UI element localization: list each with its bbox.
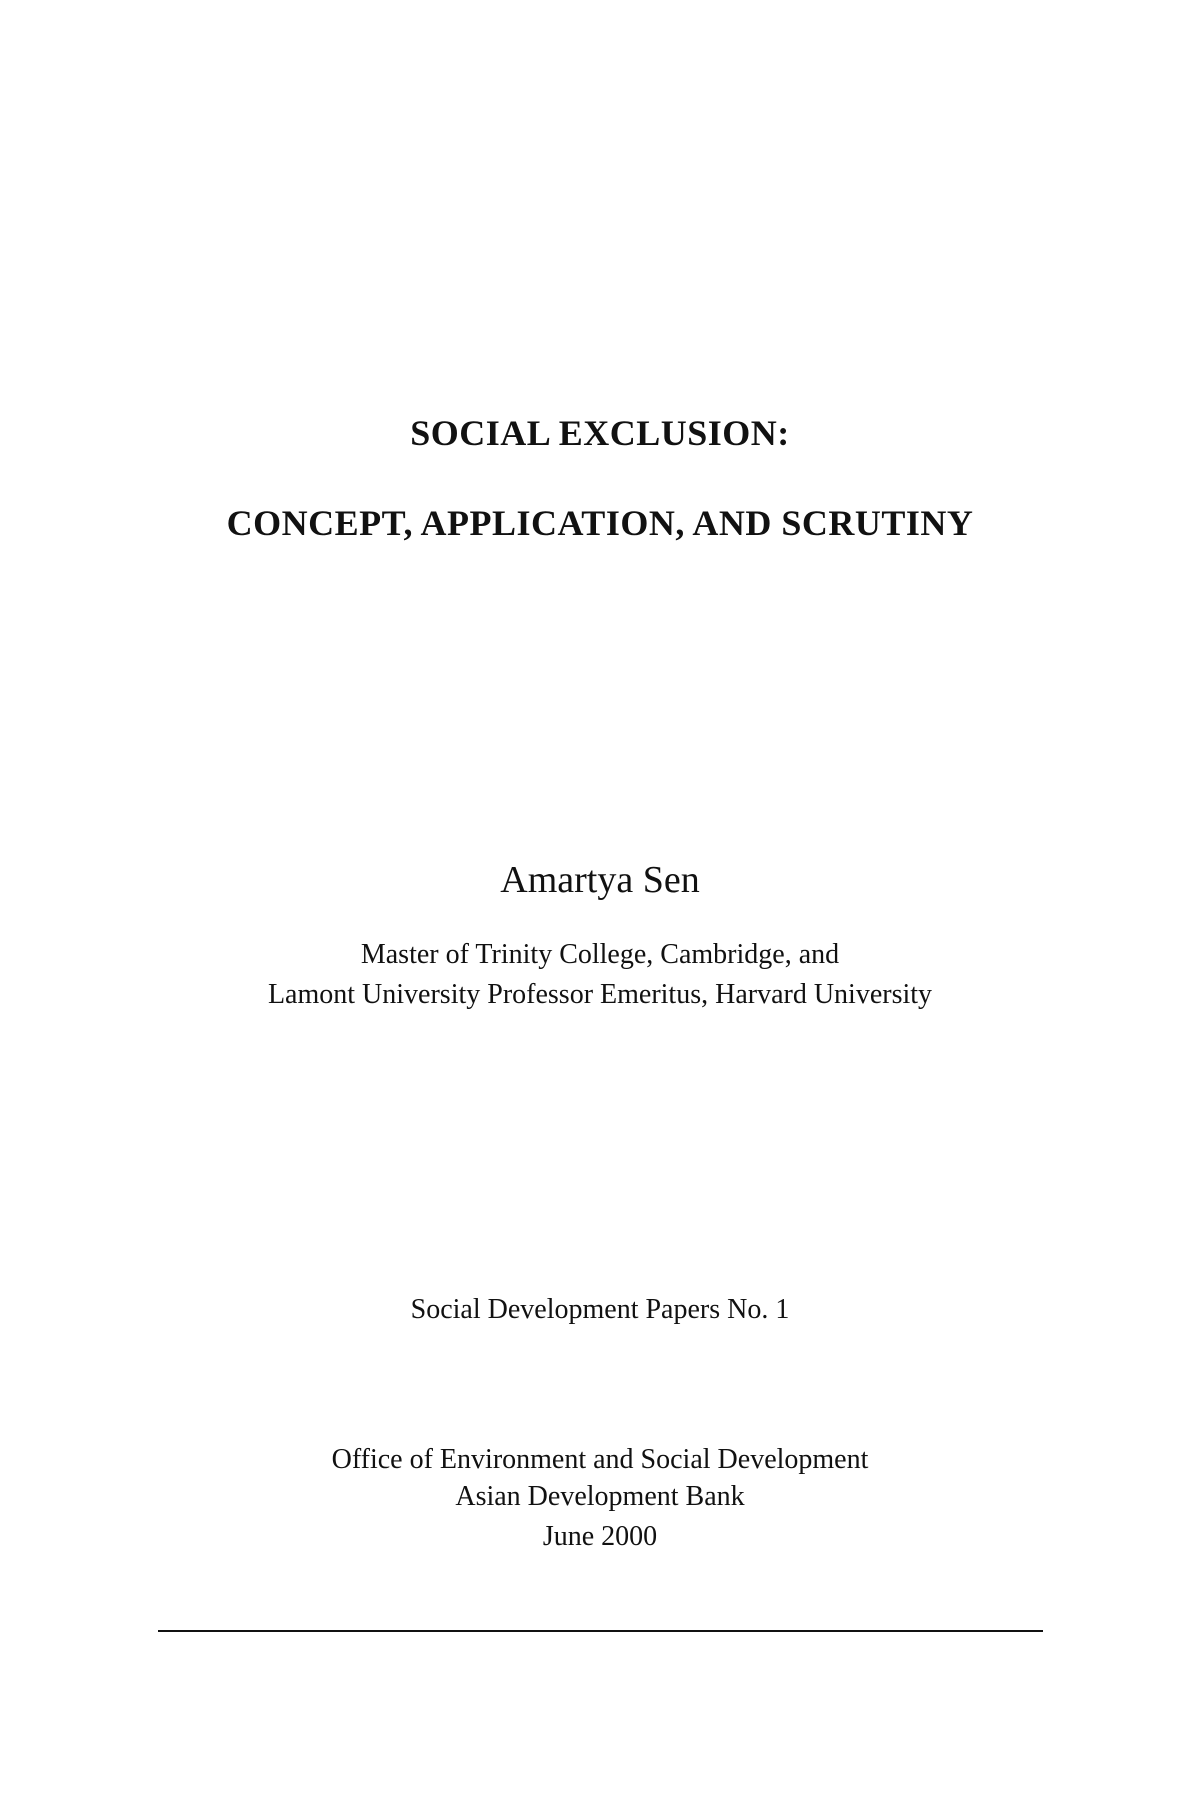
author-name: Amartya Sen <box>500 859 700 901</box>
footer-rule <box>158 1630 1043 1632</box>
title-line-2: CONCEPT, APPLICATION, AND SCRUTINY <box>226 503 974 543</box>
publisher-office: Office of Environment and Social Development <box>331 1444 869 1475</box>
series-title: Social Development Papers No. 1 <box>410 1294 790 1325</box>
author-affiliation-line-2: Lamont University Professor Emeritus, Harvard University <box>267 979 933 1010</box>
publisher-organization: Asian Development Bank <box>455 1481 745 1512</box>
author-affiliation-line-1: Master of Trinity College, Cambridge, and <box>360 939 840 970</box>
title-line-1: SOCIAL EXCLUSION: <box>410 413 790 453</box>
publication-date: June 2000 <box>542 1521 658 1552</box>
